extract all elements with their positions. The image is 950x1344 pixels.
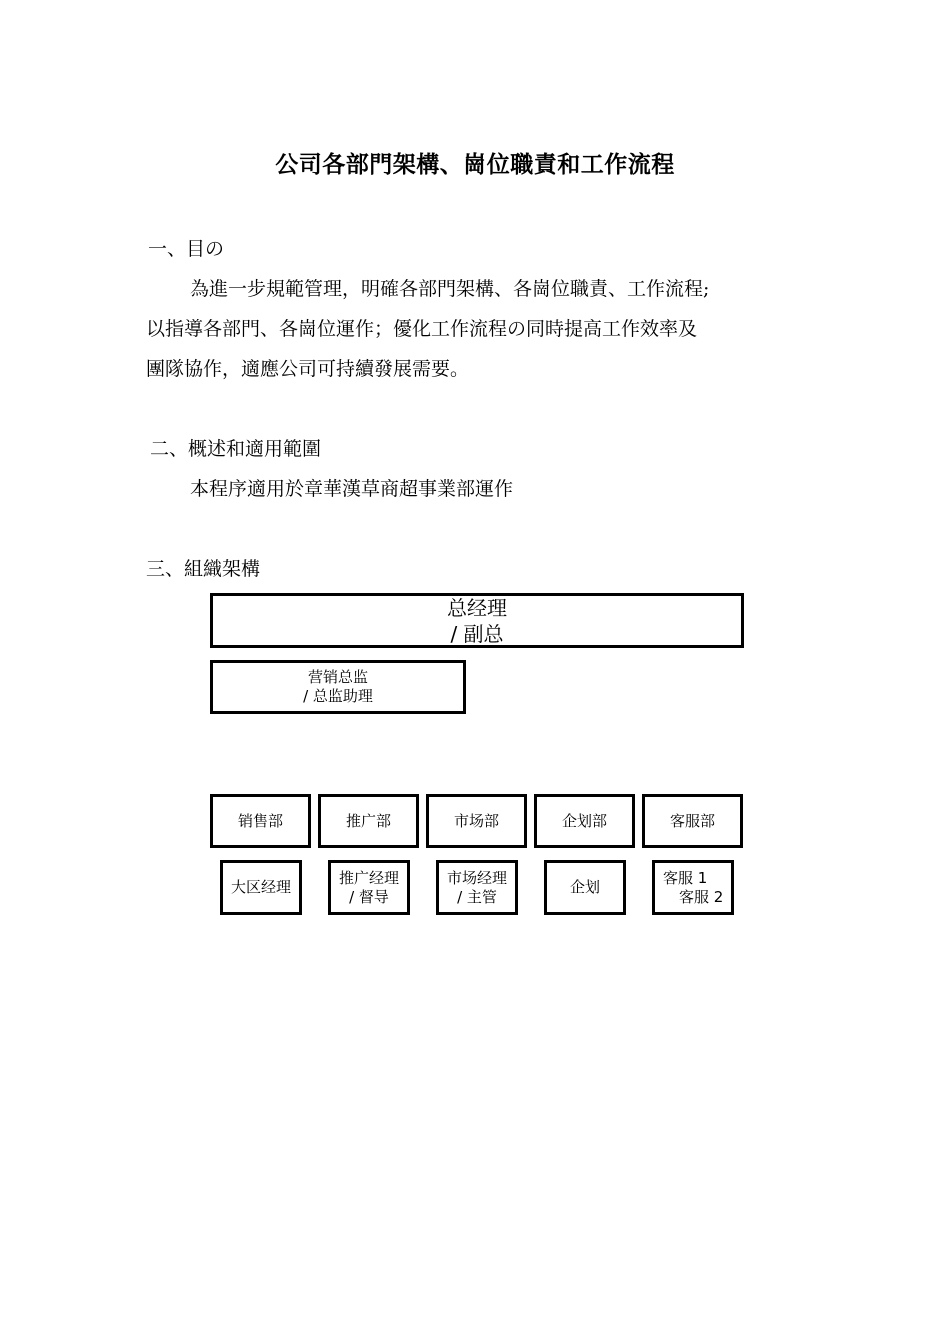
org-box-dept-promotion xyxy=(318,794,419,848)
org-box-role-promotion-manager xyxy=(328,860,410,915)
org-box-line: 销售部 xyxy=(237,811,283,830)
org-box-line: 大区经理 xyxy=(230,878,291,897)
org-box-line: 客服 1 xyxy=(663,868,708,887)
org-box-dept-market xyxy=(426,794,527,848)
org-box-line: 企划 xyxy=(569,878,600,897)
org-box-role-regional-manager xyxy=(220,860,302,915)
org-box-line: / 总监助理 xyxy=(303,687,373,705)
org-box-line: 企划部 xyxy=(561,811,607,830)
section2-line: 本程序適用於章華漢草商超事業部運作 xyxy=(190,478,514,500)
document-title: 公司各部門架構、崗位職責和工作流程 xyxy=(275,151,675,178)
section1-line-1: 為進一步規範管理，明確各部門架構、各崗位職責、工作流程; xyxy=(190,278,710,300)
org-box-line: / 督导 xyxy=(349,887,389,906)
org-box-line: 客服 2 xyxy=(679,887,724,906)
org-box-line: 市场部 xyxy=(453,811,499,830)
org-box-role-customer-service xyxy=(652,860,734,915)
section2-heading: 二、概述和適用範圍 xyxy=(150,438,322,460)
org-box-line: 推广经理 xyxy=(338,868,399,887)
section3-heading: 三、組織架構 xyxy=(146,558,261,580)
org-box-line: 总经理 xyxy=(447,595,507,620)
org-box-line: / 主管 xyxy=(457,887,497,906)
org-box-line: / 副总 xyxy=(450,621,504,646)
org-box-dept-planning xyxy=(534,794,635,848)
org-box-dept-customer-service xyxy=(642,794,743,848)
section1-heading: 一、目の xyxy=(148,238,225,260)
org-box-line: 推广部 xyxy=(345,811,391,830)
org-box-general-manager xyxy=(210,593,744,648)
org-box-marketing-director xyxy=(210,660,466,714)
org-box-role-planning xyxy=(544,860,626,915)
org-box-line: 营销总监 xyxy=(307,668,368,687)
org-box-role-market-manager xyxy=(436,860,518,915)
org-box-line: 市场经理 xyxy=(446,868,507,887)
section1-line-2: 以指導各部門、各崗位運作；優化工作流程の同時提高工作效率及 xyxy=(146,318,698,340)
section1-line-3: 團隊協作，適應公司可持續發展需要。 xyxy=(146,358,470,380)
org-box-dept-sales xyxy=(210,794,311,848)
org-box-line: 客服部 xyxy=(669,811,715,830)
